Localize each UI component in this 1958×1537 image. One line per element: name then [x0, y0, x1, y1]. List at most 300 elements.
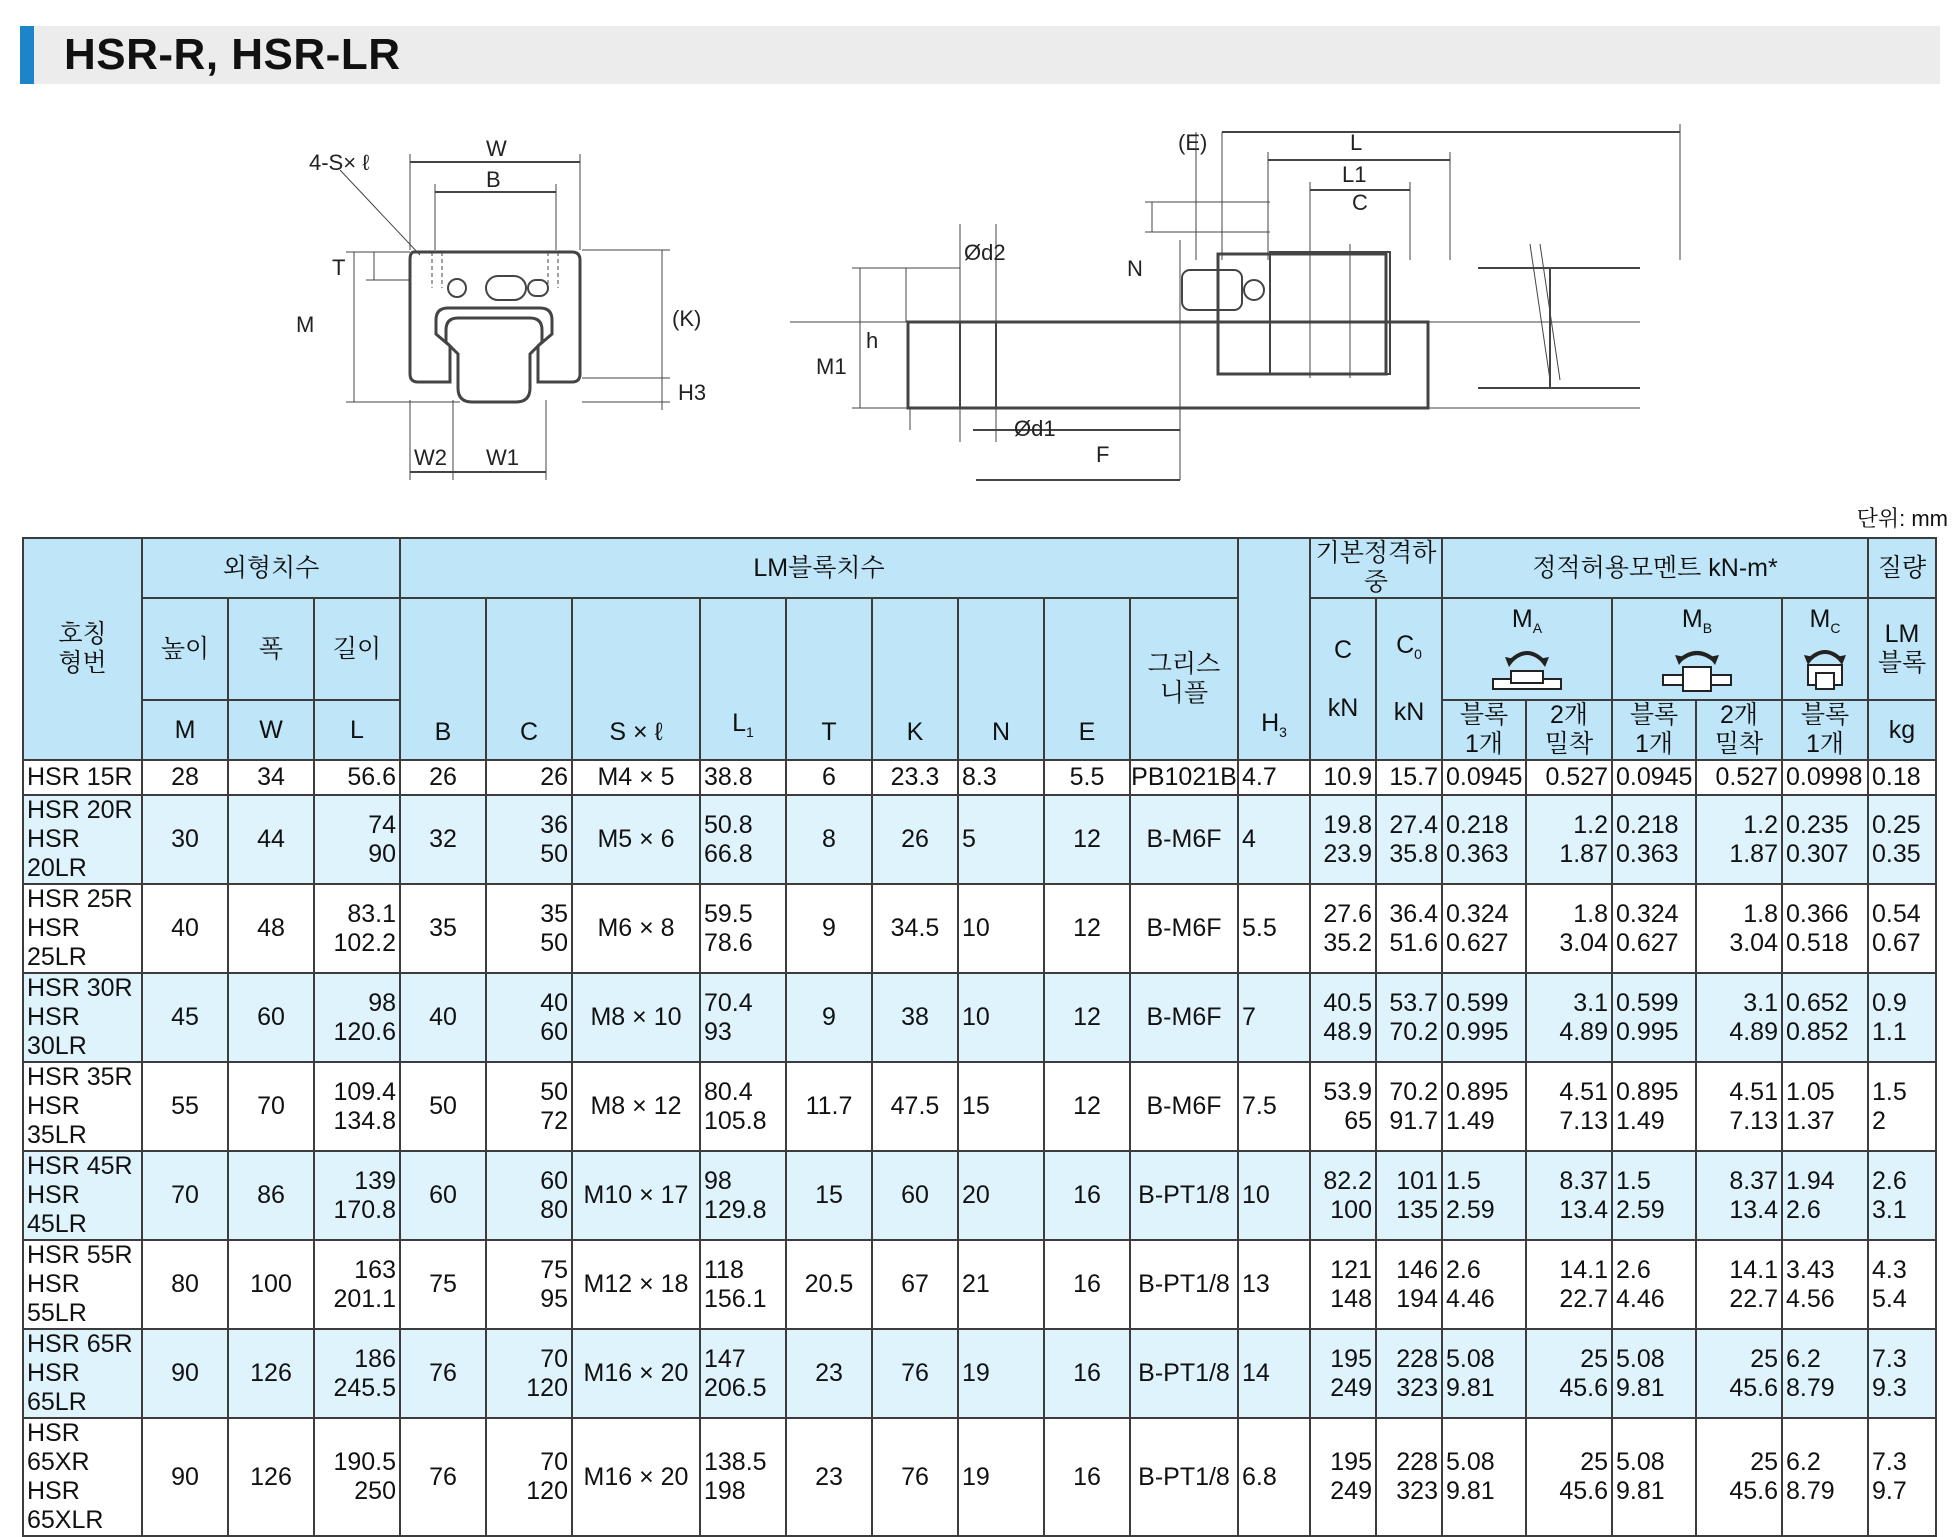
cell-value: 2	[1872, 1106, 1886, 1135]
cell-w: 100	[228, 1240, 314, 1329]
cell-value: 0.627	[1616, 928, 1679, 957]
cell-value: 2.6	[1446, 1255, 1481, 1284]
cell-ma2	[1526, 884, 1612, 973]
cell-h3: 5.5	[1238, 884, 1310, 973]
cell-n: 10	[958, 884, 1044, 973]
cell-h3: 10	[1238, 1151, 1310, 1240]
cell-value: 9.81	[1616, 1373, 1665, 1402]
cell-l1	[700, 1151, 786, 1240]
cell-value: 50	[540, 1077, 568, 1106]
cell-nipple: B-PT1/8	[1130, 1418, 1238, 1536]
cell-h3: 6.8	[1238, 1418, 1310, 1536]
cell-value: 1.1	[1872, 1017, 1907, 1046]
cell-value: 195	[1330, 1344, 1372, 1373]
cell-value: 13.4	[1559, 1195, 1608, 1224]
cell-mb1	[1612, 884, 1696, 973]
cell-value: 50	[540, 839, 568, 868]
cell-value: 5.4	[1872, 1284, 1907, 1313]
cell-value: 0.527	[1545, 763, 1608, 791]
cell-value: 27.4	[1389, 810, 1438, 839]
cell-mass	[1868, 795, 1936, 884]
cell-s: M5 × 6	[572, 795, 700, 884]
cell-k: 34.5	[872, 884, 958, 973]
cell-value: 25	[1580, 1448, 1608, 1476]
cell-value: HSR 45R	[27, 1152, 133, 1180]
cell-s: M8 × 12	[572, 1062, 700, 1151]
cell-value: 135	[1396, 1195, 1438, 1224]
cell-value: 23.9	[1323, 839, 1372, 868]
moment-b-icon	[1657, 643, 1737, 693]
label-k: (K)	[672, 306, 702, 331]
cell-l	[314, 1418, 400, 1536]
mb-two-close-header: 2개 밀착	[1696, 700, 1782, 760]
cell-value: 0.599	[1616, 988, 1679, 1017]
cell-nipple: B-PT1/8	[1130, 1240, 1238, 1329]
cell-value: HSR 20R	[27, 796, 133, 824]
cell-b: 75	[400, 1240, 486, 1329]
cell-mb2	[1696, 973, 1782, 1062]
mass-header: 질량	[1868, 538, 1936, 598]
col-c-kn-header: C kN	[1310, 598, 1376, 760]
cell-h3: 7	[1238, 973, 1310, 1062]
cell-value: 100	[1330, 1195, 1372, 1224]
cell-mc1	[1782, 795, 1868, 884]
cell-t: 9	[786, 884, 872, 973]
cell-value: 7.3	[1872, 1344, 1907, 1373]
label-s-l: 4-S× ℓ	[309, 150, 370, 175]
cell-value: 35.8	[1389, 839, 1438, 868]
cell-t: 20.5	[786, 1240, 872, 1329]
cell-value: 0.67	[1872, 928, 1921, 957]
cell-value: 146	[1396, 1255, 1438, 1284]
cell-value: 7.13	[1559, 1106, 1608, 1135]
cell-c	[486, 760, 572, 795]
cell-e: 12	[1044, 973, 1130, 1062]
cell-value: 15.7	[1389, 763, 1438, 791]
cell-b: 26	[400, 760, 486, 795]
cell-value: 0.54	[1872, 899, 1921, 928]
cell-value: 50	[540, 928, 568, 957]
cell-n: 10	[958, 973, 1044, 1062]
cell-mb1	[1612, 1418, 1696, 1536]
cell-e: 16	[1044, 1418, 1130, 1536]
cell-value: 27.6	[1323, 899, 1372, 928]
cell-value: 134.8	[333, 1106, 396, 1135]
cell-value: 95	[540, 1284, 568, 1313]
cell-mb2	[1696, 1418, 1782, 1536]
cell-value: 5.08	[1616, 1448, 1665, 1476]
cell-value: 2.59	[1616, 1195, 1665, 1224]
cell-value: 323	[1396, 1373, 1438, 1402]
cell-value: 4.89	[1559, 1017, 1608, 1046]
cell-value: 19.8	[1323, 810, 1372, 839]
label-w2: W2	[414, 445, 447, 470]
cell-value: 72	[540, 1106, 568, 1135]
moment-a-icon	[1487, 643, 1567, 693]
cell-m: 40	[142, 884, 228, 973]
cell-c	[486, 1240, 572, 1329]
cell-value: 1.37	[1786, 1106, 1835, 1135]
cell-value: 0.218	[1616, 810, 1679, 839]
ma-header: $M_A$	[1442, 598, 1612, 700]
cell-value: 7.3	[1872, 1448, 1907, 1476]
cell-k: 23.3	[872, 760, 958, 795]
cell-mb1	[1612, 1240, 1696, 1329]
col-w-header: W	[228, 700, 314, 760]
cell-m: 80	[142, 1240, 228, 1329]
cell-m: 30	[142, 795, 228, 884]
cell-mass	[1868, 884, 1936, 973]
cell-mb1	[1612, 760, 1696, 795]
cell-value: 3.1	[1872, 1195, 1907, 1224]
col-h3-header: $H_3$	[1238, 538, 1310, 760]
cell-c0	[1376, 795, 1442, 884]
cell-value: 323	[1396, 1477, 1438, 1505]
cell-value: HSR 45LR	[27, 1181, 87, 1238]
page-title: HSR-R, HSR-LR	[64, 30, 401, 79]
cell-k: 47.5	[872, 1062, 958, 1151]
table-row	[23, 1151, 1936, 1240]
static-moment-header: 정적허용모멘트 kN-m*	[1442, 538, 1868, 598]
cell-mass	[1868, 1240, 1936, 1329]
cell-mb2	[1696, 1240, 1782, 1329]
cell-n: 5	[958, 795, 1044, 884]
cell-value: 109.4	[333, 1077, 396, 1106]
cell-value: 1.87	[1559, 839, 1608, 868]
cell-value: 25	[1750, 1448, 1778, 1476]
cell-model	[23, 1062, 142, 1151]
cell-value: 66.8	[704, 839, 753, 868]
cell-l1	[700, 1418, 786, 1536]
cell-value: 53.7	[1389, 988, 1438, 1017]
cell-ma1	[1442, 1062, 1526, 1151]
cell-model	[23, 1151, 142, 1240]
cell-l1	[700, 973, 786, 1062]
label-n: N	[1127, 256, 1143, 281]
cell-l1	[700, 1062, 786, 1151]
cell-l	[314, 760, 400, 795]
title-bar	[20, 26, 1940, 84]
label-e: (E)	[1178, 130, 1208, 155]
mc-header: $M_C$	[1782, 598, 1868, 700]
cell-value: 0.363	[1616, 839, 1679, 868]
cell-value: 10.9	[1323, 763, 1372, 791]
cell-h3: 4.7	[1238, 760, 1310, 795]
cell-c0	[1376, 973, 1442, 1062]
cell-t: 11.7	[786, 1062, 872, 1151]
cell-value: 1.87	[1729, 839, 1778, 868]
mc-block1-header: 블록 1개	[1782, 700, 1868, 760]
cell-nipple: B-M6F	[1130, 884, 1238, 973]
col-s-l-header: S × ℓ	[572, 598, 700, 760]
cell-mb2	[1696, 884, 1782, 973]
cell-s: M6 × 8	[572, 884, 700, 973]
cell-m: 28	[142, 760, 228, 795]
cell-value: 5.08	[1446, 1344, 1495, 1373]
height-header: 높이	[142, 598, 228, 700]
cell-c	[486, 1329, 572, 1418]
cell-e: 16	[1044, 1240, 1130, 1329]
cell-value: 3.1	[1573, 988, 1608, 1017]
cell-mb2	[1696, 760, 1782, 795]
cell-value: 65	[1344, 1106, 1372, 1135]
cell-value: 120.6	[333, 1017, 396, 1046]
cell-value: 120	[526, 1373, 568, 1402]
cell-mb2	[1696, 1329, 1782, 1418]
cell-value: 250	[354, 1477, 396, 1505]
cell-e: 16	[1044, 1329, 1130, 1418]
cell-value: 56.6	[347, 763, 396, 791]
cell-mc1	[1782, 1240, 1868, 1329]
label-l: L	[1350, 130, 1363, 155]
cell-value: 22.7	[1729, 1284, 1778, 1313]
cell-value: 1.49	[1446, 1106, 1495, 1135]
cell-value: 5.08	[1616, 1344, 1665, 1373]
cell-model	[23, 973, 142, 1062]
cell-value: 0.995	[1446, 1017, 1509, 1046]
cell-c	[486, 795, 572, 884]
cell-h3: 14	[1238, 1329, 1310, 1418]
cell-value: 1.5	[1446, 1166, 1481, 1195]
cell-value: 0.599	[1446, 988, 1509, 1017]
cell-s: M4 × 5	[572, 760, 700, 795]
cell-value: 170.8	[333, 1195, 396, 1224]
cell-value: 1.8	[1743, 899, 1778, 928]
cell-c0	[1376, 1151, 1442, 1240]
cell-value: 0.18	[1872, 763, 1921, 791]
cell-value: 201.1	[333, 1284, 396, 1313]
cell-mc1	[1782, 1329, 1868, 1418]
label-w: W	[486, 136, 507, 161]
ma-two-close-header: 2개 밀착	[1526, 700, 1612, 760]
cell-model	[23, 884, 142, 973]
cell-model	[23, 1418, 142, 1536]
cell-mb2	[1696, 1151, 1782, 1240]
cell-h3: 4	[1238, 795, 1310, 884]
cell-value: 4.89	[1729, 1017, 1778, 1046]
cell-value: 14.1	[1559, 1255, 1608, 1284]
cell-value: 228	[1396, 1448, 1438, 1476]
table-row	[23, 973, 1936, 1062]
table-row	[23, 884, 1936, 973]
cell-value: 129.8	[704, 1195, 767, 1224]
cell-n: 15	[958, 1062, 1044, 1151]
cell-mass	[1868, 1418, 1936, 1536]
cell-value: 2.6	[1786, 1195, 1821, 1224]
cell-value: 1.05	[1786, 1077, 1835, 1106]
cell-t: 15	[786, 1151, 872, 1240]
cell-value: 4.46	[1616, 1284, 1665, 1313]
cell-value: 70.2	[1389, 1017, 1438, 1046]
cell-value: 36.4	[1389, 899, 1438, 928]
title-accent	[20, 26, 34, 84]
cell-nipple: PB1021B	[1130, 760, 1238, 795]
cell-s: M16 × 20	[572, 1418, 700, 1536]
cell-nipple: B-M6F	[1130, 1062, 1238, 1151]
cell-mass	[1868, 973, 1936, 1062]
cell-m: 45	[142, 973, 228, 1062]
cell-k: 76	[872, 1418, 958, 1536]
cell-l1	[700, 884, 786, 973]
cell-value: 70	[540, 1344, 568, 1373]
cell-value: HSR 65LR	[27, 1359, 87, 1416]
cell-value: 0.9	[1872, 988, 1907, 1017]
label-h3: H3	[678, 380, 707, 405]
cell-l1	[700, 1329, 786, 1418]
cell-mb1	[1612, 973, 1696, 1062]
cell-ma2	[1526, 1329, 1612, 1418]
cell-value: 80.4	[704, 1077, 753, 1106]
cell-value: 36	[540, 810, 568, 839]
cell-value: 3.43	[1786, 1255, 1835, 1284]
cell-value: 245.5	[333, 1373, 396, 1402]
cell-value: 9.81	[1616, 1477, 1665, 1505]
label-b: B	[486, 167, 501, 192]
cell-value: 147	[704, 1344, 746, 1373]
cell-ma2	[1526, 973, 1612, 1062]
cell-b: 76	[400, 1329, 486, 1418]
cell-value: 0.235	[1786, 810, 1849, 839]
label-d2: Ød2	[964, 240, 1006, 265]
cell-mc1	[1782, 1151, 1868, 1240]
cell-w: 48	[228, 884, 314, 973]
table-row	[23, 1329, 1936, 1418]
cell-value: HSR 65XR	[27, 1419, 90, 1476]
col-model-header: 호칭 형번	[23, 538, 142, 760]
cell-value: 2.6	[1872, 1166, 1907, 1195]
cell-w: 126	[228, 1418, 314, 1536]
cell-value: 0.35	[1872, 839, 1921, 868]
cell-model	[23, 760, 142, 795]
length-header: 길이	[314, 598, 400, 700]
cell-ma2	[1526, 1240, 1612, 1329]
cell-value: 101	[1396, 1166, 1438, 1195]
label-m: M	[296, 312, 315, 337]
cell-value: 0.527	[1715, 763, 1778, 791]
cell-value: 102.2	[333, 928, 396, 957]
cell-ma1	[1442, 973, 1526, 1062]
cell-value: HSR 65XLR	[27, 1477, 104, 1534]
cell-value: 0.0945	[1616, 763, 1693, 791]
cell-value: 51.6	[1389, 928, 1438, 957]
cell-ckn	[1310, 1151, 1376, 1240]
cell-value: 45.6	[1729, 1373, 1778, 1402]
cell-value: 0.366	[1786, 899, 1849, 928]
cell-value: 90	[368, 839, 396, 868]
cell-value: HSR 55R	[27, 1241, 133, 1269]
cell-value: 9.7	[1872, 1477, 1907, 1505]
cell-ckn	[1310, 1062, 1376, 1151]
cell-b: 76	[400, 1418, 486, 1536]
cell-value: 45.6	[1559, 1373, 1608, 1402]
cell-mc1	[1782, 1418, 1868, 1536]
cell-value: 7.13	[1729, 1106, 1778, 1135]
cell-c0	[1376, 1240, 1442, 1329]
cell-c	[486, 884, 572, 973]
cell-value: 138.5	[704, 1448, 767, 1476]
cell-value: 98	[368, 988, 396, 1017]
cell-w: 34	[228, 760, 314, 795]
cell-nipple: B-PT1/8	[1130, 1329, 1238, 1418]
col-b-header: B	[400, 598, 486, 760]
col-l1-header: $L_1$	[700, 598, 786, 760]
cell-value: 40.5	[1323, 988, 1372, 1017]
cell-value: 206.5	[704, 1373, 767, 1402]
unit-label: 단위: mm	[1856, 506, 1948, 531]
cell-value: 93	[704, 1017, 732, 1046]
cell-n: 21	[958, 1240, 1044, 1329]
cell-mc1	[1782, 1062, 1868, 1151]
cell-ma1	[1442, 1151, 1526, 1240]
cell-value: 0.852	[1786, 1017, 1849, 1046]
cell-m: 90	[142, 1418, 228, 1536]
cell-value: 40	[540, 988, 568, 1017]
cell-c0	[1376, 760, 1442, 795]
table-row	[23, 1240, 1936, 1329]
cell-value: 4.46	[1446, 1284, 1495, 1313]
cell-value: 70	[540, 1448, 568, 1476]
cell-value: HSR 25R	[27, 885, 133, 913]
cell-value: 45.6	[1559, 1477, 1608, 1505]
cell-value: 74	[368, 810, 396, 839]
lm-block-header: LM 블록	[1868, 598, 1936, 700]
cell-value: 3.04	[1729, 928, 1778, 957]
cell-mass	[1868, 1151, 1936, 1240]
table-row	[23, 1418, 1936, 1536]
col-c0-header: $C_0$ kN	[1376, 598, 1442, 760]
cell-value: 60	[540, 1017, 568, 1046]
cell-value: 6.2	[1786, 1344, 1821, 1373]
cell-value: 0.995	[1616, 1017, 1679, 1046]
cell-b: 40	[400, 973, 486, 1062]
cell-mass	[1868, 1329, 1936, 1418]
cell-b: 35	[400, 884, 486, 973]
cell-value: 98	[704, 1166, 732, 1195]
cell-nipple: B-PT1/8	[1130, 1151, 1238, 1240]
cell-value: 35	[540, 899, 568, 928]
cell-value: 121	[1330, 1255, 1372, 1284]
cell-value: 2.59	[1446, 1195, 1495, 1224]
cell-w: 70	[228, 1062, 314, 1151]
col-k-header: K	[872, 598, 958, 760]
cell-ckn	[1310, 884, 1376, 973]
cell-c	[486, 1151, 572, 1240]
cell-l	[314, 1062, 400, 1151]
cell-value: 1.5	[1616, 1166, 1651, 1195]
cell-value: 6.2	[1786, 1448, 1821, 1476]
cell-ckn	[1310, 1329, 1376, 1418]
cell-mass	[1868, 760, 1936, 795]
cell-model	[23, 795, 142, 884]
cell-value: 0.307	[1786, 839, 1849, 868]
label-f: F	[1096, 442, 1110, 467]
cell-value: 194	[1396, 1284, 1438, 1313]
cell-value: 45.6	[1729, 1477, 1778, 1505]
cell-value: 0.324	[1446, 899, 1509, 928]
cell-m: 55	[142, 1062, 228, 1151]
cell-l1	[700, 1240, 786, 1329]
cell-value: 0.0945	[1446, 763, 1523, 791]
cell-value: 156.1	[704, 1284, 767, 1313]
cell-mb1	[1612, 1329, 1696, 1418]
cell-value: 3.04	[1559, 928, 1608, 957]
cell-value: 139	[354, 1166, 396, 1195]
cell-value: 9.81	[1446, 1477, 1495, 1505]
cell-value: 163	[354, 1255, 396, 1284]
mb-header: $M_B$	[1612, 598, 1782, 700]
cell-value: HSR 65R	[27, 1330, 133, 1358]
cell-value: 228	[1396, 1344, 1438, 1373]
